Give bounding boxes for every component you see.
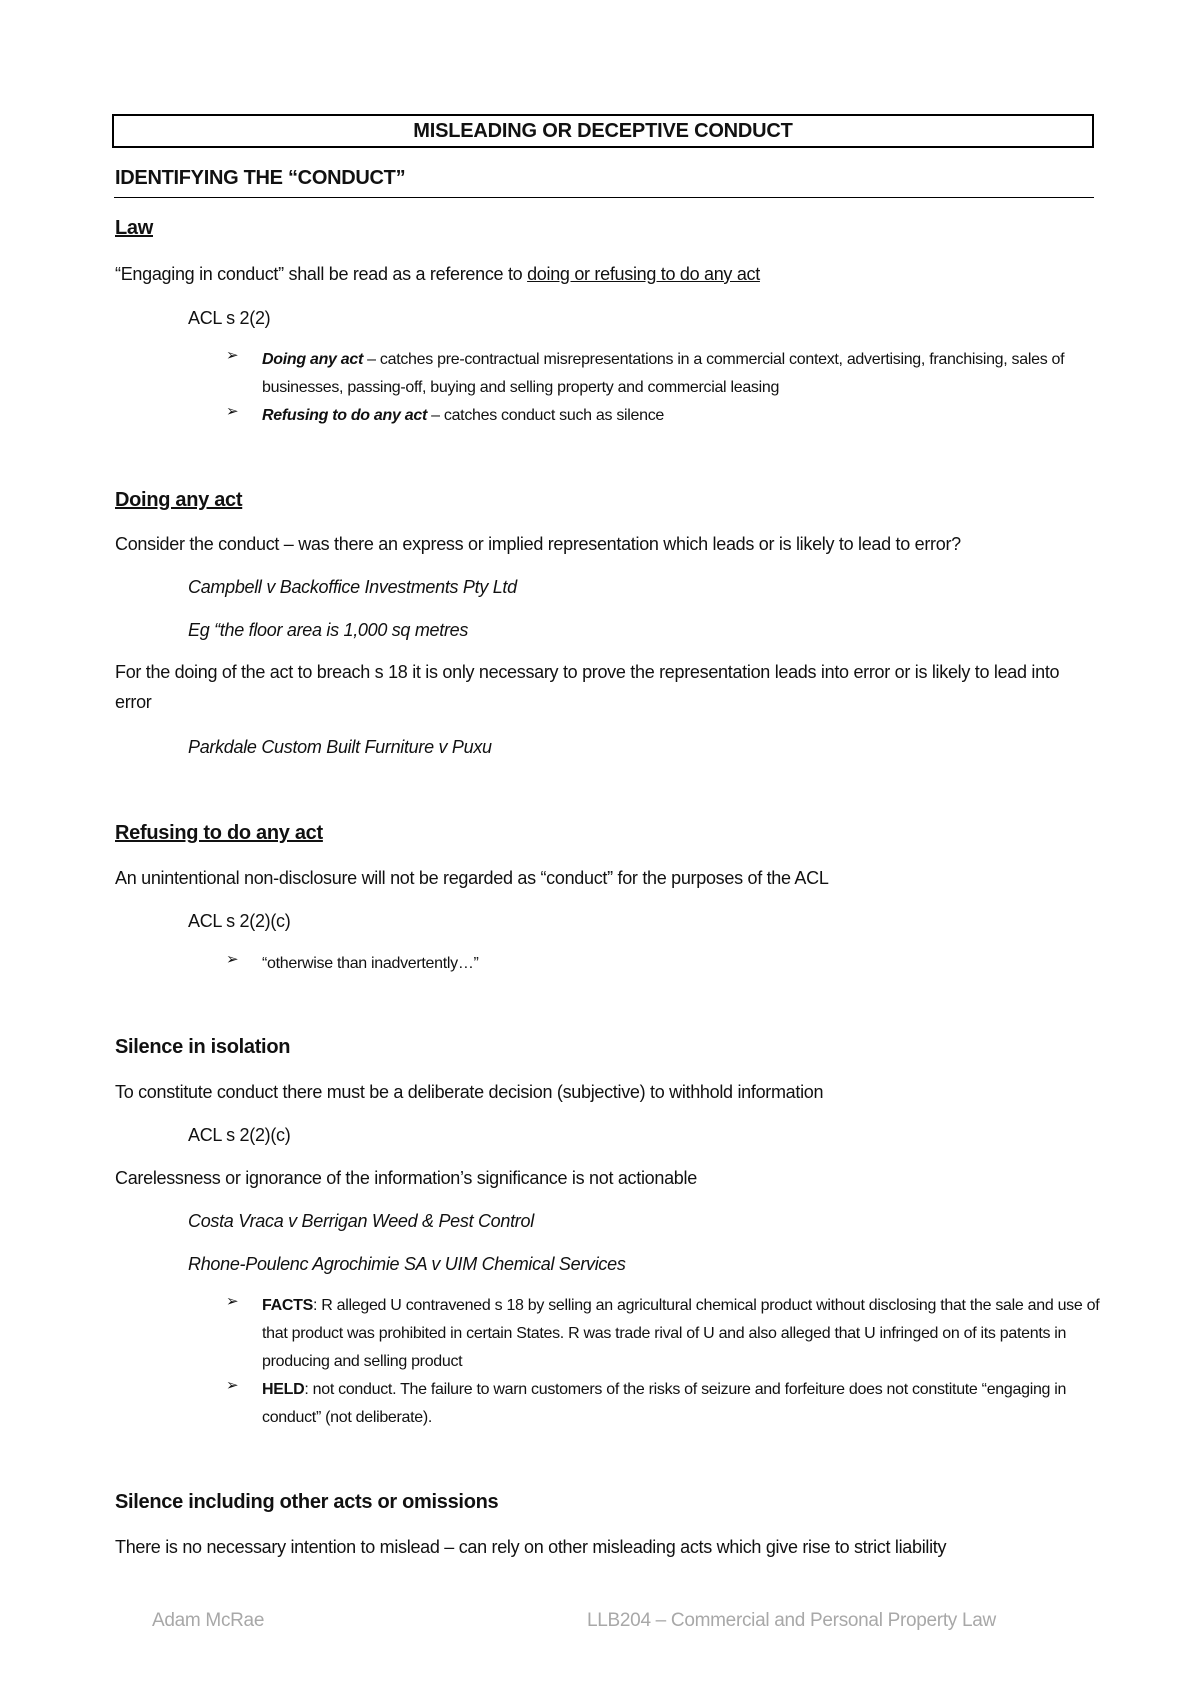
arrow-bullet-icon: ➢ — [226, 951, 239, 968]
bullet-text: – catches conduct such as silence — [426, 407, 665, 424]
doing-paragraph-2: For the doing of the act to breach s 18 it is only necessary to prove the representation leads into error or is likely to lead into error — [115, 662, 1060, 712]
law-reference: ACL s 2(2) — [188, 308, 271, 328]
section-heading: IDENTIFYING THE “CONDUCT” — [115, 167, 406, 189]
silence-case-2: Rhone-Poulenc Agrochimie SA v UIM Chemical Services — [188, 1254, 626, 1274]
footer-course: LLB204 – Commercial and Personal Property Law — [587, 1610, 996, 1631]
silence-paragraph-1: To constitute conduct there must be a deliberate decision (subjective) to withhold information — [115, 1082, 824, 1102]
document-title: MISLEADING OR DECEPTIVE CONDUCT — [112, 114, 1094, 148]
law-intro-text: “Engaging in conduct” shall be read as a reference to — [115, 264, 528, 284]
arrow-bullet-icon: ➢ — [226, 1377, 239, 1394]
doing-case-1: Campbell v Backoffice Investments Pty Ltd — [188, 577, 517, 597]
doing-paragraph-1: Consider the conduct – was there an express or implied representation which leads or is likely to lead to error? — [115, 534, 961, 554]
refusing-reference: ACL s 2(2)(c) — [188, 911, 291, 931]
facts-label: FACTS — [262, 1297, 313, 1314]
doing-heading: Doing any act — [115, 489, 243, 511]
arrow-bullet-icon: ➢ — [226, 347, 239, 364]
footer-author: Adam McRae — [152, 1610, 265, 1631]
bullet-text: “otherwise than inadvertently…” — [262, 955, 479, 972]
silence-other-heading: Silence including other acts or omissions — [115, 1491, 499, 1513]
held-label: HELD — [262, 1381, 305, 1398]
law-bullet-2 — [226, 402, 1122, 430]
refusing-heading: Refusing to do any act — [115, 822, 323, 844]
silence-case-1: Costa Vraca v Berrigan Weed & Pest Control — [188, 1211, 534, 1231]
law-heading: Law — [115, 217, 153, 239]
bullet-term: Doing any act — [262, 351, 364, 368]
arrow-bullet-icon: ➢ — [226, 403, 239, 420]
doing-example: Eg “the floor area is 1,000 sq metres — [188, 620, 469, 640]
refusing-paragraph: An unintentional non-disclosure will not be regarded as “conduct” for the purposes of the ACL — [115, 868, 829, 888]
refusing-bullet — [226, 950, 1122, 978]
silence-heading: Silence in isolation — [115, 1036, 291, 1058]
silence-reference: ACL s 2(2)(c) — [188, 1125, 291, 1145]
silence-other-paragraph: There is no necessary intention to mislead – can rely on other misleading acts which give rise to strict liability — [115, 1537, 947, 1557]
facts-bullet — [226, 1292, 1122, 1376]
arrow-bullet-icon: ➢ — [226, 1293, 239, 1310]
held-bullet — [226, 1376, 1122, 1432]
law-intro — [115, 264, 760, 285]
heading-rule — [114, 197, 1094, 198]
facts-text: : R alleged U contravened s 18 by selling an agricultural chemical product without disclosing that the sale and use of that product was prohibited in certain States. R was trade rival of U and also alleged that U infringed on of its patents in producing and selling product — [262, 1297, 1100, 1370]
doing-case-2: Parkdale Custom Built Furniture v Puxu — [188, 737, 492, 757]
held-text: : not conduct. The failure to warn customers of the risks of seizure and forfeiture does not constitute “engaging in conduct” (not deliberate). — [262, 1381, 1067, 1426]
bullet-text: – catches pre-contractual misrepresentations in a commercial context, advertising, franchising, sales of businesses, passing-off, buying and selling property and commercial leasing — [262, 351, 1065, 396]
law-intro-underlined: doing or refusing to do any act — [527, 264, 760, 284]
law-bullet-1 — [226, 346, 1122, 402]
bullet-term: Refusing to do any act — [262, 407, 427, 424]
silence-paragraph-2: Carelessness or ignorance of the information’s significance is not actionable — [115, 1168, 697, 1188]
